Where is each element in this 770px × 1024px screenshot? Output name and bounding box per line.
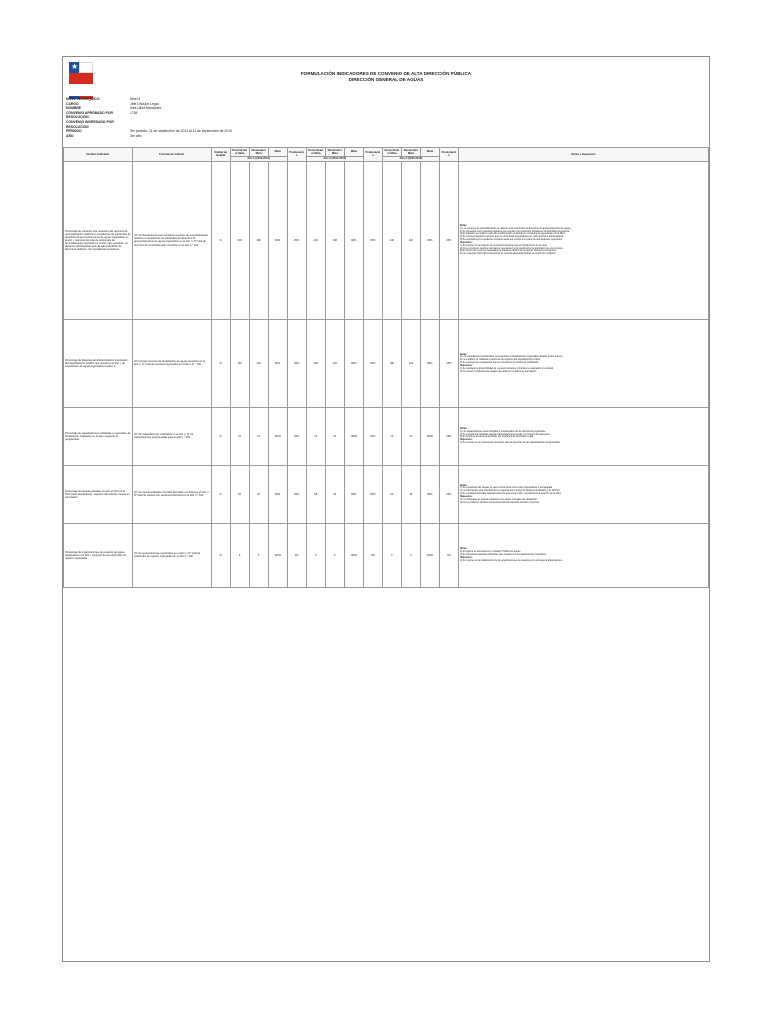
y3-meta-cell: 90% (420, 161, 439, 319)
assumption-item: 1) Los tribunales de justicia mantienen sus plazos normales de tramitación. (459, 498, 538, 501)
col-y2-numerador: Numerador Meta (325, 148, 344, 157)
notes-cell (458, 319, 708, 407)
assumption-item: 1) Se cuenta con la dotación de personal necesaria para el cumplimiento de la meta. (459, 244, 548, 247)
formula-cell: (N° de organizaciones registradas en el año t / N° total de solicitudes de registro ingresadas en el año t) * 100 (133, 523, 212, 587)
y1-ponderacion-cell: 0% (287, 523, 306, 587)
assumption-item: 1) Se cuenta con el presupuesto necesario para la ejecución de las capacitaciones programadas. (459, 442, 561, 445)
y2-denominador-cell: 165 (306, 319, 325, 407)
y3-meta-cell: 100% (420, 407, 439, 465)
assumption-item: 2) No se producen cambios en la jurisprudencia relevante durante el periodo. (459, 501, 540, 504)
col-y1-ponderacion: Ponderación (287, 148, 306, 162)
y3-ponderacion-cell: 25% (439, 407, 458, 465)
notes-cell (458, 465, 708, 523)
notes-cell (458, 523, 708, 587)
y2-ponderacion-cell: 0% (363, 523, 382, 587)
title-line-2: DIRECCIÓN GENERAL DE AGUAS (348, 77, 424, 82)
table-row (64, 407, 709, 465)
note-item: 2) La medición se realizará a través de los registros del departamento jurídico. (459, 359, 541, 362)
y3-numerador-cell: 5 (401, 523, 420, 587)
unit-cell: % (211, 465, 230, 523)
y2-ponderacion-cell: 25% (363, 407, 382, 465)
note-item: 2) Se consideran aquellas solicitudes que cuenten con los antecedentes completos. (459, 554, 547, 557)
col-y2-meta: Meta (344, 148, 363, 157)
assumption-item: 1) Se mantiene la disponibilidad de recursos humanos y financieros asignados a la unidad. (459, 367, 554, 370)
unit-cell: % (211, 319, 230, 407)
meta-value: Nivel II (130, 97, 141, 101)
note-item: 4) Se excluyen aquellos recursos que se encuentran suspendidos por orden judicial o administrativa. (459, 236, 564, 239)
meta-key: CONVENIO APROBADO POR RESOLUCIÓN (66, 110, 113, 120)
y2-numerador-cell: 198 (325, 161, 344, 319)
y3-numerador-cell: 48 (401, 465, 420, 523)
meta-key: NOMBRE (66, 106, 82, 111)
unit-cell: % (211, 523, 230, 587)
note-item: 3) Se excluyen los expedientes que se encuentren en trámite de notificación. (459, 362, 540, 365)
y1-numerador-cell: 10 (249, 407, 268, 465)
table-row (64, 465, 709, 523)
note-item: 1) Los expedientes considerados corresponden a fiscalizaciones ingresadas durante el año anterior. (459, 356, 564, 359)
indicator-name-cell: Porcentaje de Reportes de Modernización/ tramitación del departamento jurídico que resuelven el año t, de expedientes de aguas ingresados el año t-1. (64, 319, 133, 407)
col-y2-ponderacion: Ponderación (363, 148, 382, 162)
col-y3-denominador: Denominador Meta (382, 148, 401, 157)
y3-denominador-cell: 5 (382, 523, 401, 587)
title-line-1: FORMULACIÓN INDICADORES DE CONVENIO DE ALTA DIRECCIÓN PÚBLICA (300, 71, 472, 76)
formula-cell: (N° de causas judiciales con fallo favorable a la DGA en el año t / N° total de causas con sentencia definitiva en el año t) * 100 (133, 465, 212, 523)
meta-value: 3er año (130, 133, 142, 138)
meta-key: CONVENIO INGRESADO POR RESOLUCIÓN (66, 119, 114, 129)
meta-row (66, 134, 366, 139)
col-y3-meta: Meta (420, 148, 439, 157)
y2-ponderacion-cell: 25% (363, 319, 382, 407)
unit-cell: % (211, 161, 230, 319)
col-y2-denominador: Denominador Meta (306, 148, 325, 157)
y1-numerador-cell: 180 (249, 161, 268, 319)
y2-ponderacion-cell: 25% (363, 465, 382, 523)
y2-meta-cell: 80% (344, 465, 363, 523)
y2-numerador-cell: 132 (325, 319, 344, 407)
y3-meta-cell: 80% (420, 319, 439, 407)
note-item: 2) Se considera como resueltos aquellos que cuentan con resolución firmada por la autoridad competente. (459, 230, 570, 233)
note-item: 5) Se entenderá por expediente completo aquel que cuenta con todos los antecedentes requeridos. (459, 239, 563, 242)
meta-key: AÑO (66, 133, 74, 138)
y3-numerador-cell: 216 (401, 161, 420, 319)
indicator-name-cell: Porcentaje de organizaciones de usuarios de aguas registradas en el año t, respecto de las solicitudes de registro ingresadas. (64, 523, 133, 587)
notes-title: Notas: (459, 548, 468, 551)
meta-row (66, 120, 366, 129)
assumptions-title: Supuestos: (459, 556, 473, 559)
indicators-table (63, 147, 709, 588)
note-item: 3) El programa anual será aprobado por la jefatura de la División Legal. (459, 436, 534, 439)
y2-meta-cell: 100% (344, 407, 363, 465)
col-formula: Fórmula de Cálculo (133, 148, 212, 162)
meta-key: NIVEL JERÁRQUICO (66, 97, 100, 101)
y1-ponderacion-cell: 25% (287, 161, 306, 319)
y3-numerador-cell: 144 (401, 319, 420, 407)
y3-numerador-cell: 12 (401, 407, 420, 465)
indicator-name-cell: Porcentaje de capacitaciones realizadas a regionales, de fiscalización realizados en el año t respecto al programado. (64, 407, 133, 465)
note-item: 1) Se consideran las causas en que la DGA actúa como parte demandante o demandada. (459, 487, 553, 490)
meta-value: Jefe División Legal (130, 101, 159, 106)
y1-meta-cell: 100% (268, 523, 287, 587)
notes-title: Notas: (459, 484, 468, 487)
col-notas: Notas y Supuestos (458, 148, 708, 162)
meta-key: CARGO (66, 101, 79, 106)
y3-ponderacion-cell: 25% (439, 465, 458, 523)
y1-numerador-cell: 40 (249, 465, 268, 523)
col-y1-meta: Meta (268, 148, 287, 157)
col-unidad: Unidad de medida (211, 148, 230, 162)
table-row (64, 319, 709, 407)
col-y1-denominador: Denominador Meta (230, 148, 249, 157)
y1-denominador-cell: 200 (230, 161, 249, 319)
note-item: 1) Los recursos de reconsideración se refieren a las solicitudes de derechos de aprovechamiento de aguas. (459, 227, 572, 230)
y2-meta-cell: 80% (344, 319, 363, 407)
document-sheet (62, 56, 710, 962)
assumption-item: 2) No existen modificaciones legales que alteren los plazos de tramitación. (459, 370, 537, 373)
y3-denominador-cell: 60 (382, 465, 401, 523)
y1-denominador-cell: 10 (230, 407, 249, 465)
y3-ponderacion-cell: 0% (439, 523, 458, 587)
assumptions-title: Supuestos: (459, 495, 473, 498)
assumptions-title: Supuestos: (459, 439, 473, 442)
notes-title: Notas: (459, 427, 468, 430)
year-label-1: Año 1 (2013-2014) (230, 156, 287, 161)
y2-numerador-cell: 5 (325, 523, 344, 587)
meta-value: Inés Ulloa Mardones (130, 106, 162, 111)
logo-color-bar (69, 86, 93, 89)
year-label-2: Año 2 (2014-2015) (306, 156, 363, 161)
col-y3-ponderacion: Ponderación (439, 148, 458, 162)
y1-numerador-cell: 5 (249, 523, 268, 587)
y2-denominador-cell: 12 (306, 407, 325, 465)
indicator-name-cell: Porcentaje de sumarios que resuelven las recursos de reconsideración relativos a expedientes de solicitudes de derechos de aprovechamiento de aguas ingresados en el año t, respecto del total de solicitudes de reconsideración resueltas en el año t que requieren un dictamen del Departamento de Administración de Recursos Hídricos, con expedientes completos. (64, 161, 133, 319)
meta-key: PERIODO (66, 129, 82, 134)
assumptions-title: Supuestos: (459, 241, 473, 244)
y3-ponderacion-cell: 25% (439, 319, 458, 407)
assumption-item: 2) No se producen cambios normativos que afecten el procedimiento de tramitación de los recursos. (459, 247, 564, 250)
y1-meta-cell: 90% (268, 161, 287, 319)
y1-denominador-cell: 150 (230, 319, 249, 407)
note-item: 2) La información será obtenida de los registros del Consejo de Defensa del Estado y de la DGA. (459, 490, 561, 493)
y2-ponderacion-cell: 25% (363, 161, 382, 319)
y3-meta-cell: 100% (420, 523, 439, 587)
col-y3-numerador: Numerador Meta (401, 148, 420, 157)
y2-meta-cell: 90% (344, 161, 363, 319)
note-item: 1) El registro se efectuará en el Catastro Público de Aguas. (459, 551, 522, 554)
y1-meta-cell: 80% (268, 319, 287, 407)
metadata-block (66, 97, 366, 138)
notes-title: Notas: (459, 353, 468, 356)
col-y1-numerador: Numerador Meta (249, 148, 268, 157)
assumption-item: 3) El número de recursos ingresados se mantiene dentro de los rangos históricos del servicio. (459, 250, 557, 253)
note-item: 3) El indicador se medirá a partir de la información contenida en el sistema de expedientes de la DGA. (459, 233, 566, 236)
y1-denominador-cell: 5 (230, 523, 249, 587)
formula-cell: (N° total de recursos de fiscalización de aguas resueltos en el año t / N° total de recursos ingresados en el año t-1) * 100 (133, 319, 212, 407)
y3-denominador-cell: 180 (382, 319, 401, 407)
formula-cell: (N° de Resoluciones que resuelven recursos de reconsideración relativos a expedientes de solicitudes de derechos de aprovechamiento de aguas ingresados en el año t / N° total de recursos de reconsideración resueltos en el año t) * 100 (133, 161, 212, 319)
y2-denominador-cell: 5 (306, 523, 325, 587)
indicator-name-cell: Porcentaje de causas judiciales en que el fisco es la DGA parte demandante, respecto del total de causas en tramitación. (64, 465, 133, 523)
year-label-3: Año 3 (2015-2016) (382, 156, 439, 161)
y3-meta-cell: 80% (420, 465, 439, 523)
table-row (64, 161, 709, 319)
y2-denominador-cell: 220 (306, 161, 325, 319)
meta-value: 1784 (130, 110, 138, 115)
y1-ponderacion-cell: 25% (287, 407, 306, 465)
y1-denominador-cell: 50 (230, 465, 249, 523)
table-header-row (64, 148, 709, 157)
document-title (63, 71, 709, 83)
assumption-item: 4) Los sistemas informáticos funcionan de manera adecuada durante el periodo de medición. (459, 253, 557, 256)
notes-cell (458, 407, 708, 465)
chile-flag-icon: ★ (69, 62, 93, 84)
assumptions-title: Supuestos: (459, 364, 473, 367)
y3-ponderacion-cell: 25% (439, 161, 458, 319)
y1-meta-cell: 100% (268, 407, 287, 465)
note-item: 2) Se considerará realizada aquella capacitación que cuente con registro de asistencia. (459, 433, 551, 436)
y2-numerador-cell: 12 (325, 407, 344, 465)
notes-cell (458, 161, 708, 319)
table-row (64, 523, 709, 587)
notes-title: Notas: (459, 224, 468, 227)
note-item: 1) Las capacitaciones están dirigidas a profesionales de las direcciones regionales. (459, 430, 546, 433)
meta-value (130, 120, 366, 129)
formula-cell: (N° de capacitaciones realizadas en el año t / N° de capacitaciones programadas para el año t) * 100 (133, 407, 212, 465)
y1-meta-cell: 80% (268, 465, 287, 523)
y1-ponderacion-cell: 25% (287, 465, 306, 523)
note-item: 3) Se considera favorable aquella sentencia que acoge total o parcialmente la posición de la DGA. (459, 493, 562, 496)
y3-denominador-cell: 12 (382, 407, 401, 465)
y2-meta-cell: 100% (344, 523, 363, 587)
y1-numerador-cell: 120 (249, 319, 268, 407)
unit-cell: % (211, 407, 230, 465)
y2-numerador-cell: 44 (325, 465, 344, 523)
col-nombre-indicador: Nombre Indicador (64, 148, 133, 162)
y3-denominador-cell: 240 (382, 161, 401, 319)
meta-row (66, 111, 366, 120)
meta-value: Sin periodo: 11 de septiembre de 2013 al 11 de septiembre de 2016 (130, 129, 232, 134)
assumption-item: 1) Se cuenta con la colaboración de las organizaciones de usuarios en la entrega de antecedentes. (459, 559, 563, 562)
y2-denominador-cell: 55 (306, 465, 325, 523)
y1-ponderacion-cell: 25% (287, 319, 306, 407)
